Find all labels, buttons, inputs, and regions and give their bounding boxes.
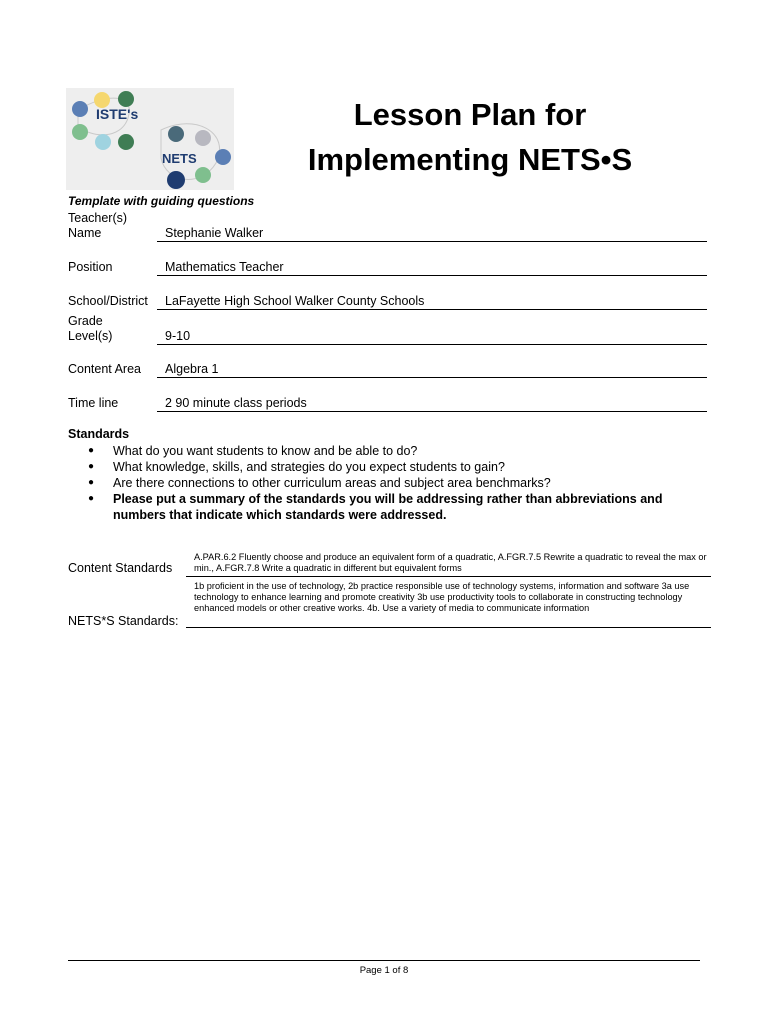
nets-standards-field[interactable]: 1b proficient in the use of technology, 2b practice responsible use of technology systems, information and software 3a use technology to enhance learning and promote creativity 3b use productivity tools to collaborate in constructing technology enhanced models or other creative works. 4b. Use a variety of media to communicate information [186, 581, 711, 628]
grade-label-line-1: Grade [68, 314, 103, 328]
logo-dot-icon [215, 149, 231, 165]
list-item: ● What do you want students to know and be able to do? [88, 443, 688, 459]
teacher-label-line-1: Teacher(s) [68, 211, 128, 225]
position-label: Position [68, 260, 113, 274]
school-field[interactable]: LaFayette High School Walker County Schools [157, 294, 707, 310]
teacher-label [68, 211, 127, 241]
standards-heading: Standards [68, 427, 130, 441]
footer-divider [68, 960, 700, 961]
logo-dot-icon [95, 134, 111, 150]
standards-guiding-questions [88, 443, 688, 523]
content-standards-field[interactable]: A.PAR.6.2 Fluently choose and produce an equivalent form of a quadratic, A.FGR.7.5 Rewrite a quadratic to reveal the max or min., A.FGR.7.8 Write a quadratic in different but equivalent forms [186, 552, 711, 577]
list-item: ● What knowledge, skills, and strategies do you expect students to gain? [88, 459, 688, 475]
title-line-1: Lesson Plan for [353, 97, 587, 132]
content-area-label: Content Area [68, 362, 141, 376]
logo-dot-icon [167, 171, 185, 189]
timeline-label: Time line [68, 396, 119, 410]
logo-dot-icon [72, 124, 88, 140]
iste-nets-logo [66, 88, 234, 190]
page-number: Page 1 of 8 [359, 965, 409, 976]
template-subtitle: Template with guiding questions [68, 194, 255, 208]
position-field[interactable]: Mathematics Teacher [157, 260, 707, 276]
logo-dot-icon [72, 101, 88, 117]
nets-standards-label: NETS*S Standards: [68, 614, 179, 628]
logo-dot-icon [168, 126, 184, 142]
list-item: ● Please put a summary of the standards you will be addressing rather than abbreviations and numbers that indicate which standards were addressed. [88, 491, 688, 523]
school-label: School/District [68, 294, 148, 308]
grade-label-line-2: Level(s) [68, 329, 113, 343]
timeline-field[interactable]: 2 90 minute class periods [157, 396, 707, 412]
logo-nets-text: NETS [162, 151, 197, 166]
logo-dot-icon [195, 130, 211, 146]
teacher-name-field[interactable]: Stephanie Walker [157, 226, 707, 242]
grade-label [68, 314, 112, 344]
content-standards-label: Content Standards [68, 561, 173, 575]
grade-field[interactable]: 9-10 [157, 329, 707, 345]
teacher-label-line-2: Name [68, 226, 102, 240]
content-area-field[interactable]: Algebra 1 [157, 362, 707, 378]
logo-dot-icon [118, 91, 134, 107]
title-line-2: Implementing NETS•S [307, 142, 633, 177]
logo-dot-icon [195, 167, 211, 183]
page-title [300, 92, 640, 182]
logo-graphic [66, 88, 234, 190]
list-item: ● Are there connections to other curriculum areas and subject area benchmarks? [88, 475, 688, 491]
logo-iste-text: ISTE's [96, 106, 139, 122]
logo-dot-icon [118, 134, 134, 150]
